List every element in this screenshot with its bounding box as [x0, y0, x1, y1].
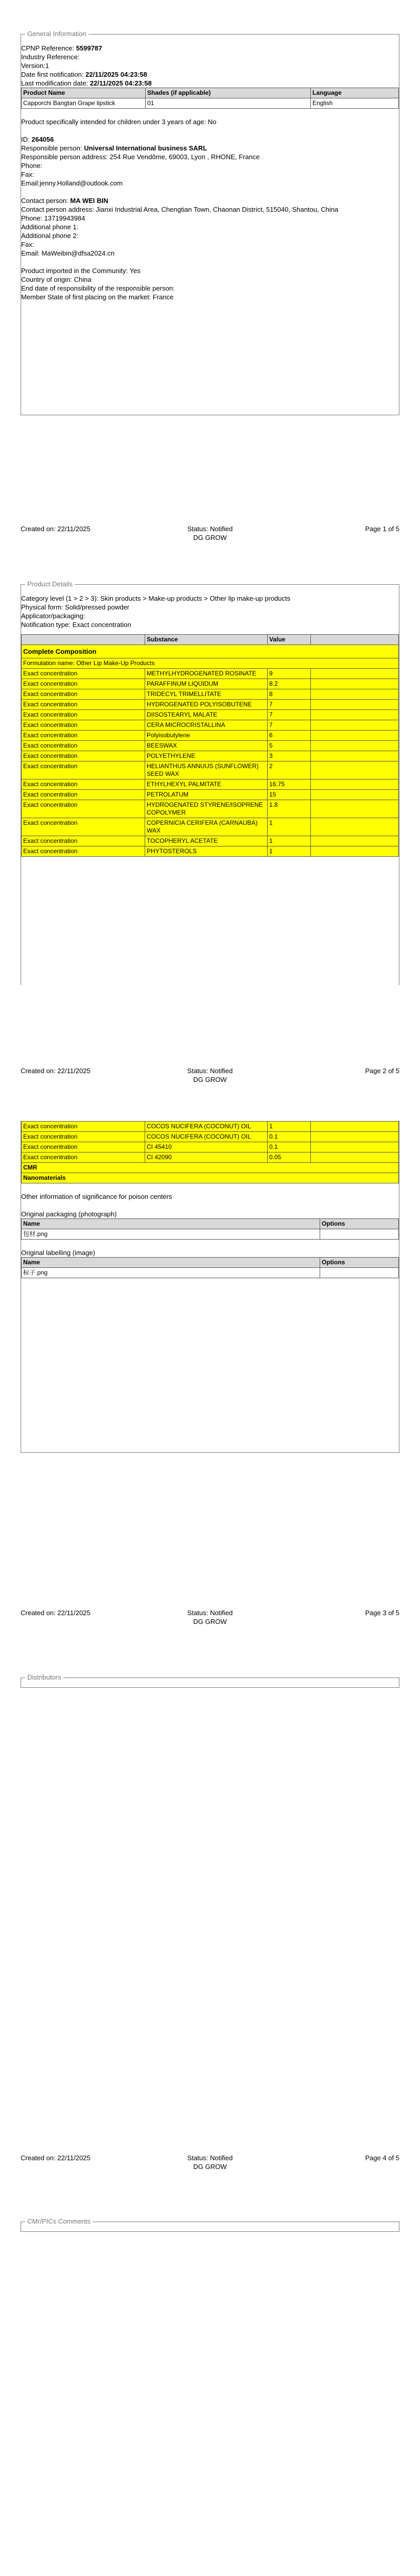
responsible-phone: Phone:	[21, 162, 43, 170]
table-row	[22, 689, 399, 700]
value-cell: 8	[268, 689, 311, 700]
empty-cell	[311, 731, 399, 741]
concentration-type-cell: Exact concentration	[22, 836, 145, 846]
cmr-comments-section	[21, 2217, 399, 2232]
substance-cell: HELIANTHUS ANNUUS (SUNFLOWER) SEED WAX	[145, 761, 268, 779]
table-row	[22, 741, 399, 751]
value-cell: 5	[268, 741, 311, 751]
empty-cell	[311, 800, 399, 818]
empty-cell	[311, 720, 399, 731]
category-level: Category level (1 > 2 > 3): Skin products > Make-up products > Other lip make-up products	[21, 595, 291, 602]
value-cell: 16.75	[268, 779, 311, 790]
substance-cell: DIISOSTEARYL MALATE	[145, 710, 268, 720]
table-header: Shades (if applicable)	[146, 88, 311, 98]
distributors-section	[21, 1673, 399, 1688]
substance-cell: COCOS NUCIFERA (COCONUT) OIL	[145, 1132, 268, 1142]
table-row	[22, 1132, 399, 1142]
empty-cell	[311, 710, 399, 720]
responsible-address: Responsible person address: 254 Rue Vendôme, 69003, Lyon , RHONE, France	[21, 153, 260, 161]
table-row	[22, 751, 399, 761]
table-row	[22, 1229, 399, 1240]
substance-cell: POLYETHYLENE	[145, 751, 268, 761]
table-header	[311, 635, 399, 645]
substance-cell: Polyisobutylene	[145, 731, 268, 741]
concentration-type-cell: Exact concentration	[22, 710, 145, 720]
value-cell: 0.1	[268, 1142, 311, 1153]
complete-composition-heading: Complete Composition	[22, 645, 399, 658]
table-row	[22, 846, 399, 857]
packaging-files-table	[21, 1218, 399, 1240]
footer-page-number: Page 3 of 5	[365, 1609, 399, 1617]
value-cell: 7	[268, 700, 311, 710]
empty-cell	[311, 846, 399, 857]
additional-phone-2: Additional phone 2:	[21, 232, 79, 240]
table-header: Options	[320, 1219, 399, 1229]
section-legend: Distributors	[25, 1673, 63, 1681]
page-5	[0, 2176, 420, 2576]
responsible-fax: Fax:	[21, 171, 34, 178]
page-1	[0, 0, 420, 544]
labelling-files-table	[21, 1257, 399, 1278]
cpnp-reference: CPNP Reference: 5599787	[21, 44, 102, 52]
table-row	[22, 790, 399, 800]
value-cell: 1.8	[268, 800, 311, 818]
concentration-type-cell: Exact concentration	[22, 818, 145, 836]
contact-fax: Fax:	[21, 241, 34, 248]
footer-page-number: Page 4 of 5	[365, 2154, 399, 2162]
value-cell: 6	[268, 731, 311, 741]
file-options-cell	[320, 1268, 399, 1278]
table-header: Options	[320, 1258, 399, 1268]
concentration-type-cell: Exact concentration	[22, 700, 145, 710]
product-imported: Product imported in the Community: Yes	[21, 267, 141, 275]
substance-cell: CI 42090	[145, 1153, 268, 1163]
section-legend: CMr/PICs Comments	[25, 2217, 93, 2225]
date-first-notification: Date first notification: 22/11/2025 04:23:58	[21, 71, 147, 78]
composition-rows	[22, 669, 399, 857]
table-header: Substance	[145, 635, 268, 645]
table-header: Name	[22, 1219, 320, 1229]
table-header	[22, 635, 145, 645]
concentration-type-cell: Exact concentration	[22, 720, 145, 731]
concentration-type-cell: Exact concentration	[22, 689, 145, 700]
value-cell: 7	[268, 720, 311, 731]
empty-cell	[311, 700, 399, 710]
concentration-type-cell: Exact concentration	[22, 679, 145, 689]
footer-page-number: Page 1 of 5	[365, 525, 399, 533]
table-row	[22, 679, 399, 689]
responsible-email: Email:jenny.Holland@outlook.com	[21, 179, 123, 187]
concentration-type-cell: Exact concentration	[22, 790, 145, 800]
product-details-section	[21, 580, 399, 985]
general-information-section	[21, 30, 399, 415]
composition-table	[21, 634, 399, 857]
footer-status: Status: Notified DG GROW	[187, 2154, 233, 2171]
empty-cell	[311, 818, 399, 836]
empty-cell	[311, 741, 399, 751]
empty-cell	[311, 779, 399, 790]
table-row	[22, 1142, 399, 1153]
contact-phone: Phone: 13719943984	[21, 214, 85, 222]
shade-cell: 01	[146, 98, 311, 109]
substance-cell: ETHYLHEXYL PALMITATE	[145, 779, 268, 790]
additional-phone-1: Additional phone 1:	[21, 223, 79, 231]
empty-cell	[311, 1122, 399, 1132]
value-cell: 0.1	[268, 1132, 311, 1142]
country-of-origin: Country of origin: China	[21, 276, 92, 283]
table-row	[22, 836, 399, 846]
product-name-cell: Capporchi Bangtan Grape lipstick	[22, 98, 146, 109]
table-row	[22, 1153, 399, 1163]
substance-cell: BEESWAX	[145, 741, 268, 751]
table-row	[22, 700, 399, 710]
page-4	[0, 1632, 420, 2176]
composition-table-continued	[21, 1121, 399, 1183]
empty-cell	[311, 790, 399, 800]
value-cell: 1	[268, 836, 311, 846]
table-header: Language	[311, 88, 399, 98]
responsible-id: ID: 264056	[21, 135, 54, 143]
concentration-type-cell: Exact concentration	[22, 741, 145, 751]
empty-cell	[311, 761, 399, 779]
value-cell: 8.2	[268, 679, 311, 689]
footer-created: Created on: 22/11/2025	[21, 1067, 91, 1075]
formulation-name: Formulation name: Other Lip Make-Up Products	[22, 658, 399, 669]
table-row	[22, 800, 399, 818]
concentration-type-cell: Exact concentration	[22, 1153, 145, 1163]
end-date-responsibility: End date of responsibility of the responsible person:	[21, 284, 175, 292]
concentration-type-cell: Exact concentration	[22, 1122, 145, 1132]
substance-cell: CI 45410	[145, 1142, 268, 1153]
concentration-type-cell: Exact concentration	[22, 1132, 145, 1142]
original-packaging-label: Original packaging (photograph)	[21, 1210, 117, 1218]
section-legend: General Information	[25, 30, 89, 38]
cmr-heading: CMR	[22, 1163, 399, 1173]
table-row	[22, 818, 399, 836]
footer-created: Created on: 22/11/2025	[21, 525, 91, 533]
table-row	[22, 1268, 399, 1278]
last-modification-date: Last modification date: 22/11/2025 04:23:58	[21, 79, 152, 87]
original-labelling-label: Original labelling (image)	[21, 1249, 95, 1257]
contact-person: Contact person: MA WEI BIN	[21, 197, 109, 205]
labelling-file-link[interactable]: 标子.png	[22, 1268, 320, 1278]
footer-status: Status: Notified DG GROW	[187, 525, 233, 541]
section-legend: Product Details	[25, 580, 75, 588]
notification-type: Notification type: Exact concentration	[21, 621, 131, 629]
page-3	[0, 1088, 420, 1632]
table-row	[22, 710, 399, 720]
footer-created: Created on: 22/11/2025	[21, 1609, 91, 1617]
value-cell: 1	[268, 846, 311, 857]
contact-address: Contact person address: Jianxi Industrial Area, Chengtian Town, Chaonan District, 515040, Shantou, China	[21, 206, 339, 213]
concentration-type-cell: Exact concentration	[22, 761, 145, 779]
children-flag: Product specifically intended for children under 3 years of age: No	[21, 118, 217, 126]
footer-created: Created on: 22/11/2025	[21, 2154, 91, 2162]
value-cell: 3	[268, 751, 311, 761]
empty-cell	[311, 669, 399, 679]
file-options-cell	[320, 1229, 399, 1240]
concentration-type-cell: Exact concentration	[22, 846, 145, 857]
value-cell: 1	[268, 818, 311, 836]
empty-cell	[311, 1132, 399, 1142]
value-cell: 15	[268, 790, 311, 800]
substance-cell: PARAFFINUM LIQUIDUM	[145, 679, 268, 689]
concentration-type-cell: Exact concentration	[22, 1142, 145, 1153]
concentration-type-cell: Exact concentration	[22, 731, 145, 741]
empty-cell	[311, 836, 399, 846]
value-cell: 2	[268, 761, 311, 779]
footer-status: Status: Notified DG GROW	[187, 1067, 233, 1083]
product-name-table	[21, 88, 399, 109]
value-cell: 7	[268, 710, 311, 720]
table-row	[22, 1122, 399, 1132]
responsible-person: Responsible person: Universal International business SARL	[21, 144, 207, 152]
table-row	[22, 731, 399, 741]
version: Version:1	[21, 62, 49, 70]
language-cell: English	[311, 98, 399, 109]
substance-cell: COPERNICIA CERIFERA (CARNAUBA) WAX	[145, 818, 268, 836]
table-row	[22, 669, 399, 679]
table-row	[22, 720, 399, 731]
empty-cell	[311, 1153, 399, 1163]
value-cell: 9	[268, 669, 311, 679]
physical-form: Physical form: Solid/pressed powder	[21, 603, 130, 611]
empty-cell	[311, 751, 399, 761]
table-header: Product Name	[22, 88, 146, 98]
member-state: Member State of first placing on the market: France	[21, 293, 174, 301]
composition-rows	[22, 1122, 399, 1163]
substance-cell: PETROLATUM	[145, 790, 268, 800]
industry-reference: Industry Reference:	[21, 53, 80, 61]
poison-center-info: Other information of significance for poison centers	[21, 1193, 172, 1200]
concentration-type-cell: Exact concentration	[22, 751, 145, 761]
concentration-type-cell: Exact concentration	[22, 669, 145, 679]
concentration-type-cell: Exact concentration	[22, 779, 145, 790]
table-row	[22, 761, 399, 779]
table-header: Value	[268, 635, 311, 645]
empty-cell	[311, 1142, 399, 1153]
applicator-packaging: Applicator/packaging:	[21, 612, 85, 620]
contact-email: Email: MaWeibin@dfsa2024.cn	[21, 249, 115, 257]
substance-cell: TOCOPHERYL ACETATE	[145, 836, 268, 846]
value-cell: 0.05	[268, 1153, 311, 1163]
table-row	[22, 779, 399, 790]
value-cell: 1	[268, 1122, 311, 1132]
substance-cell: HYDROGENATED STYRENE/ISOPRENE COPOLYMER	[145, 800, 268, 818]
table-row	[22, 98, 399, 109]
substance-cell: TRIDECYL TRIMELLITATE	[145, 689, 268, 700]
page-2	[0, 544, 420, 1088]
empty-cell	[311, 689, 399, 700]
packaging-file-link[interactable]: 包材.png	[22, 1229, 320, 1240]
concentration-type-cell: Exact concentration	[22, 800, 145, 818]
table-header: Name	[22, 1258, 320, 1268]
footer-status: Status: Notified DG GROW	[187, 1609, 233, 1625]
product-details-continued	[21, 1121, 399, 1453]
substance-cell: HYDROGENATED POLYISOBUTENE	[145, 700, 268, 710]
substance-cell: METHYLHYDROGENATED ROSINATE	[145, 669, 268, 679]
footer-page-number: Page 2 of 5	[365, 1067, 399, 1075]
substance-cell: COCOS NUCIFERA (COCONUT) OIL	[145, 1122, 268, 1132]
substance-cell: CERA MICROCRISTALLINA	[145, 720, 268, 731]
nanomaterials-heading: Nanomaterials	[22, 1173, 399, 1183]
empty-cell	[311, 679, 399, 689]
substance-cell: PHYTOSTEROLS	[145, 846, 268, 857]
